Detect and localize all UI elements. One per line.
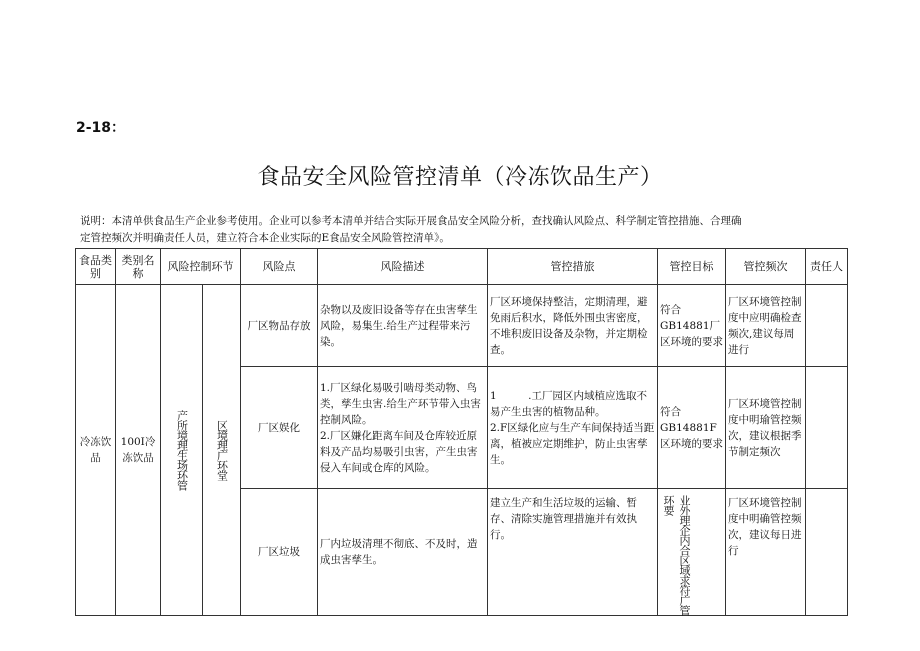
table-header-row bbox=[76, 249, 848, 285]
header-point: 风险点 bbox=[241, 249, 318, 285]
risk-point-cell: 厂区娱化 bbox=[241, 367, 318, 489]
control-target-text-b: 业外理企内合区域求符广管 bbox=[678, 495, 691, 615]
note-line-2: 定管控频次并明确责任人员，建立符合本企业实际的E食品安全风险管控清单》。 bbox=[80, 232, 450, 244]
header-subcategory: 类别名称 bbox=[116, 249, 161, 285]
category-cell: 冷冻饮品 bbox=[76, 285, 116, 616]
control-target-cell bbox=[658, 489, 726, 616]
control-frequency-cell: 厂区环境管控制度中明瑜管控频次，建议根据季节制定频次 bbox=[726, 367, 806, 489]
risk-point-cell: 厂区物品存放 bbox=[241, 285, 318, 367]
header-measures: 管控措旅 bbox=[488, 249, 658, 285]
explanation-note bbox=[80, 213, 850, 247]
table-row bbox=[76, 285, 848, 367]
control-target-cell: 符合GB14881厂区环境的要求 bbox=[658, 285, 726, 367]
control-frequency-cell: 厂区环境管控制度中明确管控频次，建议每日进行 bbox=[726, 489, 806, 616]
header-stage: 风险控制环节 bbox=[161, 249, 241, 285]
stage-cell-a bbox=[161, 285, 203, 616]
note-line-1: 说明：本清单供食品生产企业参考使用。企业可以参考本清单并结合实际开展食品安全风险分析，查找确认风险点、科学制定管控措施、合理确 bbox=[80, 215, 742, 227]
header-category: 食品类别 bbox=[76, 249, 116, 285]
owner-cell bbox=[806, 367, 848, 489]
control-measures-cell: 厂区环境保持整洁，定期清理，避免雨后积水，降低外围虫害密度，不堆积废旧设备及杂物，并定期检查。 bbox=[488, 285, 658, 367]
control-target-text-a: 环要 bbox=[662, 495, 675, 515]
page-title: 食品安全风险管控清单（冷冻饮品生产） bbox=[257, 165, 663, 190]
owner-cell bbox=[806, 489, 848, 616]
stage-text-a: 产所境理生场环管 bbox=[175, 410, 189, 490]
risk-description-cell: 杂物以及废旧设备等存在虫害孳生风险，易集生.给生产过程带来污染。 bbox=[318, 285, 488, 367]
owner-cell bbox=[806, 285, 848, 367]
subcategory-cell: 100I冷冻饮品 bbox=[116, 285, 161, 616]
risk-description-cell: 1.厂区绿化易吸引啮母类动物、鸟类，孳生虫害.给生产环节带入虫害控制风险。 2.厂区嫌化距离车间及仓库较近原料及产品均易吸引虫害，产生虫害侵入车间或仓库的风险。 bbox=[318, 367, 488, 489]
header-frequency: 管控频次 bbox=[726, 249, 806, 285]
control-frequency-cell: 厂区环境管控制度中应明确检查频次,建议每周进行 bbox=[726, 285, 806, 367]
control-measures-cell: 1 .工厂园区内域植应选取不易产生虫害的植物品种。 2.F区绿化应与生产车间保持适当距离，植被应定期维护，防止虫害孳生。 bbox=[488, 367, 658, 489]
risk-control-table bbox=[75, 248, 848, 616]
header-description: 风险描述 bbox=[318, 249, 488, 285]
document-code: 2-18： bbox=[76, 120, 126, 136]
stage-text-b: 区境理广环堂 bbox=[215, 420, 229, 480]
control-measures-cell: 建立生产和生活垃圾的运输、暂存、清除实施管理措施并有效执行。 bbox=[488, 489, 658, 616]
stage-cell-b bbox=[203, 285, 241, 616]
header-target: 管控目标 bbox=[658, 249, 726, 285]
header-owner: 责任人 bbox=[806, 249, 848, 285]
risk-point-cell: 厂区垃圾 bbox=[241, 489, 318, 616]
risk-description-cell: 厂内垃圾清理不彻底、不及时，造成虫害孳生。 bbox=[318, 489, 488, 616]
control-target-cell: 符合GB14881F区环境的要求 bbox=[658, 367, 726, 489]
